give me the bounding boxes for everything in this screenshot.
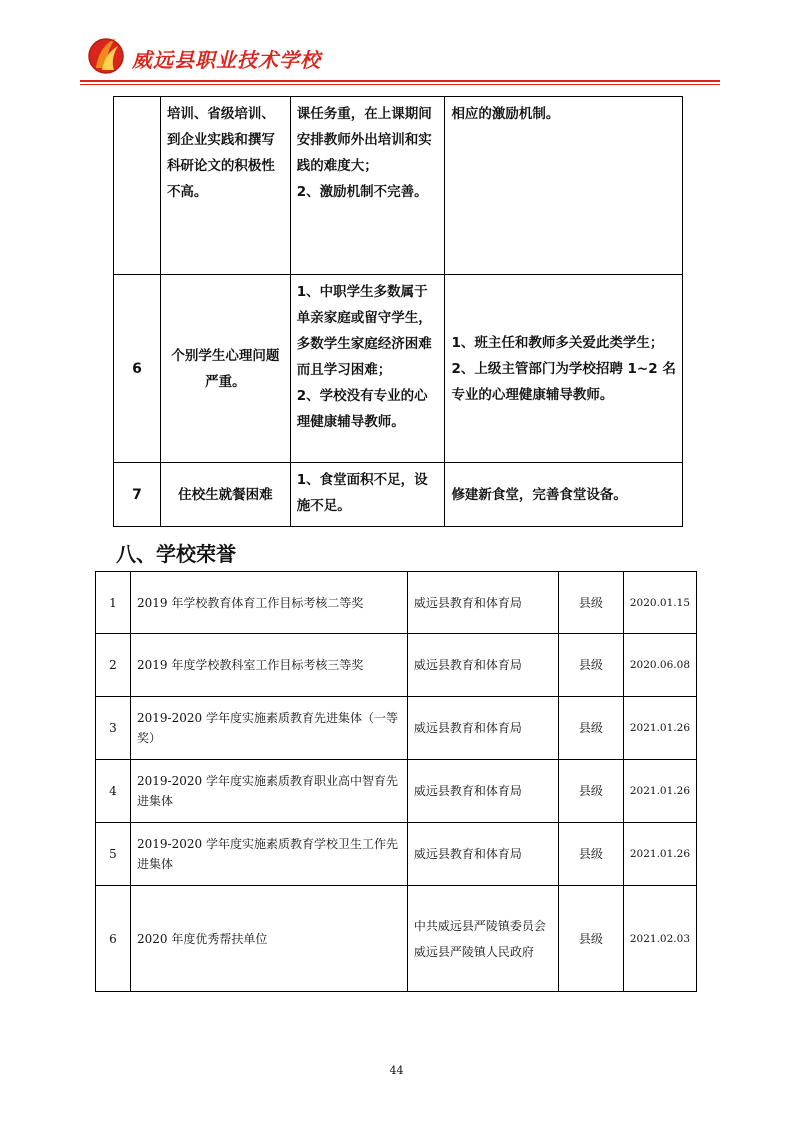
honor-date: 2020.06.08 xyxy=(623,634,696,697)
problem-cell: 住校生就餐困难 xyxy=(160,463,290,527)
table-row xyxy=(96,697,697,760)
table-row xyxy=(96,634,697,697)
row-number xyxy=(114,97,161,275)
honor-title: 2019-2020 学年度实施素质教育职业高中智育先进集体 xyxy=(131,760,408,823)
page-header xyxy=(80,30,720,92)
honor-index: 5 xyxy=(96,823,131,886)
table-row xyxy=(96,886,697,992)
measure-cell: 1、班主任和教师多关爱此类学生； 2、上级主管部门为学校招聘 1~2 名专业的心理健康辅导教师。 xyxy=(445,275,683,463)
honor-level: 县级 xyxy=(558,634,623,697)
honor-org: 威远县教育和体育局 xyxy=(407,572,558,634)
honor-date: 2021.01.26 xyxy=(623,760,696,823)
honor-level: 县级 xyxy=(558,572,623,634)
table-row xyxy=(96,572,697,634)
honor-title: 2019 年度学校教科室工作目标考核三等奖 xyxy=(131,634,408,697)
honor-org: 中共威远县严陵镇委员会 威远县严陵镇人民政府 xyxy=(407,886,558,992)
cause-cell: 1、食堂面积不足，设施不足。 xyxy=(290,463,445,527)
honor-date: 2021.02.03 xyxy=(623,886,696,992)
honor-title: 2019-2020 学年度实施素质教育学校卫生工作先进集体 xyxy=(131,823,408,886)
honor-date: 2021.01.26 xyxy=(623,823,696,886)
table-row xyxy=(114,275,683,463)
cause-cell: 课任务重，在上课期间安排教师外出培训和实践的难度大； 2、激励机制不完善。 xyxy=(290,97,445,275)
cause-cell: 1、中职学生多数属于单亲家庭或留守学生，多数学生家庭经济困难而且学习困难； 2、学校没有专业的心理健康辅导教师。 xyxy=(290,275,445,463)
honor-level: 县级 xyxy=(558,823,623,886)
honor-title: 2019-2020 学年度实施素质教育先进集体（一等奖） xyxy=(131,697,408,760)
problem-cell: 培训、省级培训、到企业实践和撰写科研论文的积极性不高。 xyxy=(160,97,290,275)
header-rule xyxy=(80,80,720,82)
honor-date: 2021.01.26 xyxy=(623,697,696,760)
problems-table xyxy=(113,96,683,527)
honor-index: 1 xyxy=(96,572,131,634)
school-name: 威远县职业技术学校 xyxy=(132,48,321,72)
honor-org: 威远县教育和体育局 xyxy=(407,634,558,697)
measure-cell: 相应的激励机制。 xyxy=(445,97,683,275)
table-row xyxy=(114,463,683,527)
honor-title: 2019 年学校教育体育工作目标考核二等奖 xyxy=(131,572,408,634)
measure-cell: 修建新食堂，完善食堂设备。 xyxy=(445,463,683,527)
header-rule-thin xyxy=(80,84,720,85)
honor-level: 县级 xyxy=(558,697,623,760)
honor-date: 2020.01.15 xyxy=(623,572,696,634)
row-number: 7 xyxy=(114,463,161,527)
row-number: 6 xyxy=(114,275,161,463)
honor-org: 威远县教育和体育局 xyxy=(407,760,558,823)
honors-table xyxy=(95,571,697,992)
honor-index: 2 xyxy=(96,634,131,697)
honor-index: 3 xyxy=(96,697,131,760)
section-title: 八、学校荣誉 xyxy=(116,542,236,566)
table-row xyxy=(96,823,697,886)
honor-level: 县级 xyxy=(558,760,623,823)
honor-index: 6 xyxy=(96,886,131,992)
honor-org: 威远县教育和体育局 xyxy=(407,823,558,886)
school-logo-icon xyxy=(86,32,126,76)
honor-index: 4 xyxy=(96,760,131,823)
problem-cell: 个别学生心理问题严重。 xyxy=(160,275,290,463)
honor-org: 威远县教育和体育局 xyxy=(407,697,558,760)
page-number: 44 xyxy=(389,1064,404,1077)
honor-title: 2020 年度优秀帮扶单位 xyxy=(131,886,408,992)
table-row xyxy=(96,760,697,823)
honor-level: 县级 xyxy=(558,886,623,992)
table-row xyxy=(114,97,683,275)
